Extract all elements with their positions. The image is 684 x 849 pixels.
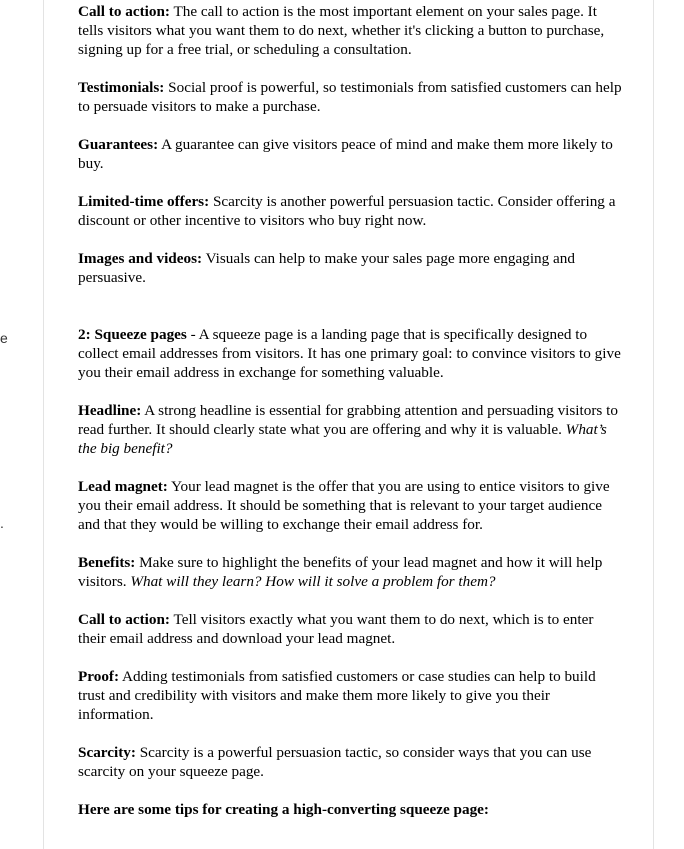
paragraph-heading: 2: Squeeze pages: [78, 326, 187, 343]
paragraph-text: Visuals can help to make your sales page more engaging and persuasive.: [78, 250, 575, 286]
paragraph-italic: What’s the big benefit?: [78, 421, 607, 457]
paragraph-text: - A squeeze page is a landing page that is specifically designed to collect email addresses from visitors. It has one primary goal: to convince visitors to give you their email address in exchange for something valuable.: [78, 326, 621, 381]
paragraph-text: Social proof is powerful, so testimonials from satisfied customers can help to persuade visitors to make a purchase.: [78, 79, 622, 115]
paragraph-text: A strong headline is essential for grabbing attention and persuading visitors to read further. It should clearly state what you are offering and why it is valuable.: [78, 402, 618, 438]
paragraph-heading: Limited-time offers:: [78, 193, 210, 210]
paragraph-text: Your lead magnet is the offer that you are using to entice visitors to give you their email address. It should be something that is relevant to your target audience and that they would be willing to exchange their email address for.: [78, 478, 610, 533]
paragraph-heading: Call to action:: [78, 3, 170, 20]
paragraph-testimonials: [78, 78, 623, 116]
paragraph-italic: What will they learn? How will it solve a problem for them?: [130, 573, 496, 590]
paragraph-heading: Testimonials:: [78, 79, 165, 96]
paragraph-squeeze-pages: [78, 325, 623, 382]
paragraph-heading: Images and videos:: [78, 250, 203, 267]
paragraph-call-to-action-squeeze: [78, 610, 623, 648]
paragraph-images-and-videos: [78, 249, 623, 287]
paragraph-heading: Proof:: [78, 668, 120, 685]
paragraph-heading: Guarantees:: [78, 136, 159, 153]
paragraph-heading: Lead magnet:: [78, 478, 168, 495]
paragraph-heading: Call to action:: [78, 611, 170, 628]
paragraph-text: Scarcity is a powerful persuasion tactic, so consider ways that you can use scarcity on your squeeze page.: [78, 744, 592, 780]
paragraph-guarantees: [78, 135, 623, 173]
paragraph-lead-magnet: [78, 477, 623, 534]
paragraph-heading: Scarcity:: [78, 744, 136, 761]
paragraph-proof: [78, 667, 623, 724]
margin-fragment: .: [0, 515, 4, 531]
document-body[interactable]: [78, 2, 623, 838]
paragraph-heading: Here are some tips for creating a high-converting squeeze page:: [78, 801, 489, 818]
paragraph-heading: Headline:: [78, 402, 142, 419]
paragraph-text: The call to action is the most important element on your sales page. It tells visitors what you want them to do next, whether it's clicking a button to purchase, signing up for a free trial, or scheduling a consultation.: [78, 3, 605, 58]
paragraph-scarcity: [78, 743, 623, 781]
paragraph-tips-heading: [78, 800, 623, 819]
paragraph-text: A guarantee can give visitors peace of mind and make them more likely to buy.: [78, 136, 613, 172]
paragraph-text: Scarcity is another powerful persuasion tactic. Consider offering a discount or other incentive to visitors who buy right now.: [78, 193, 616, 229]
paragraph-heading: Benefits:: [78, 554, 136, 571]
paragraph-limited-time-offers: [78, 192, 623, 230]
paragraph-text: Adding testimonials from satisfied customers or case studies can help to build trust and credibility with visitors and make them more likely to give you their information.: [78, 668, 596, 723]
paragraph-text: Tell visitors exactly what you want them to do next, which is to enter their email address and download your lead magnet.: [78, 611, 594, 647]
paragraph-benefits: [78, 553, 623, 591]
paragraph-call-to-action: [78, 2, 623, 59]
paragraph-headline: [78, 401, 623, 458]
paragraph-text: Make sure to highlight the benefits of your lead magnet and how it will help visitors.: [78, 554, 603, 590]
margin-fragment: e: [0, 330, 8, 346]
